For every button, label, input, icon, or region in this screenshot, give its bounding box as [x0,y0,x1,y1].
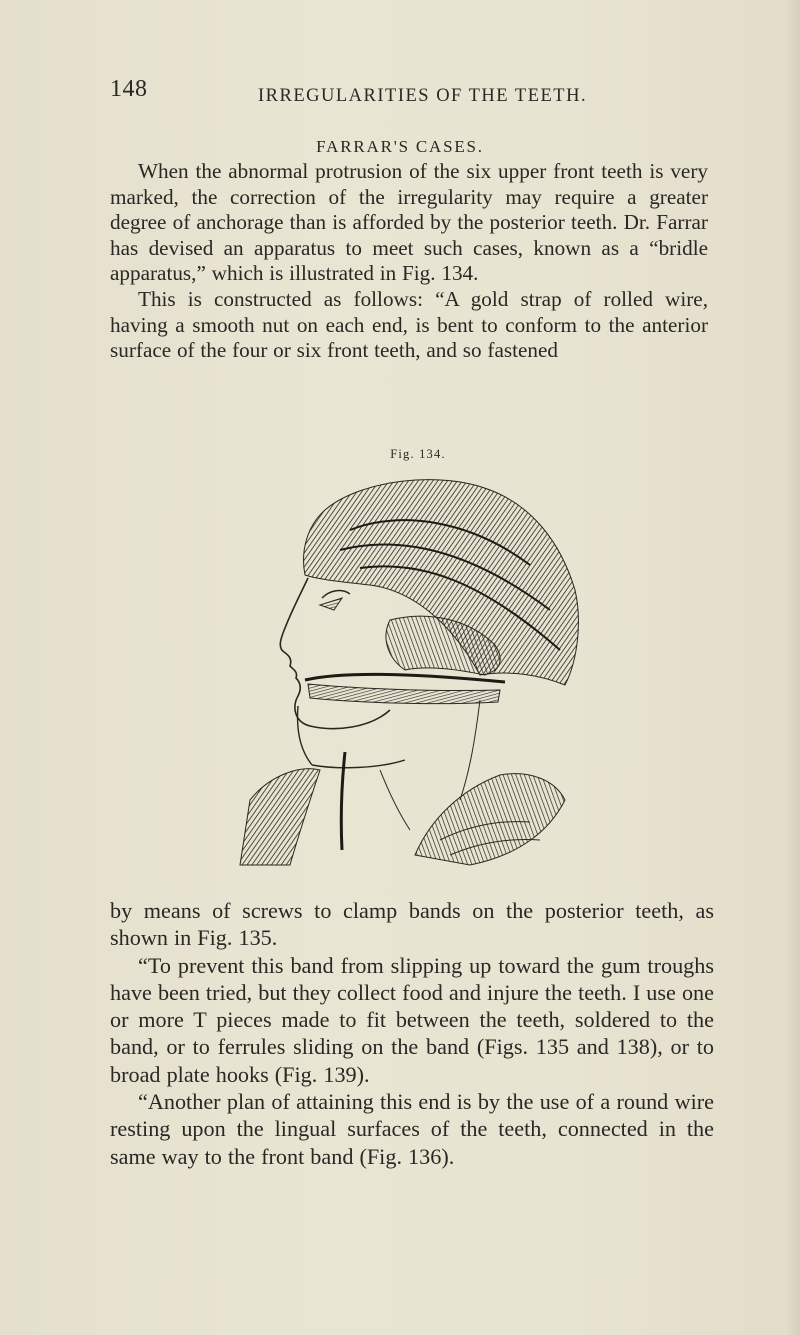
page-number: 148 [110,76,148,102]
shoulder-right [415,774,565,865]
neck-back [460,700,480,800]
eye [320,598,342,610]
running-head: IRREGULARITIES OF THE TEETH. [258,86,588,106]
teeth-row [308,684,500,704]
paragraph-intro: When the abnormal protrusion of the six upper front teeth is very marked, the correction of the irregularity may require a greater degree of anchorage than is afforded by the posterior teeth. Dr. Farrar has devised an apparatus to meet such cases, known as a “bridle apparatus,” which is illustrated in Fig. 134. [110,159,708,286]
lower-text-block [110,897,714,1170]
bridle-band [305,674,505,682]
shoulder-left [240,769,320,865]
jaw-line [298,706,312,765]
figure-caption: Fig. 134. [390,447,446,461]
collar-spike [341,752,345,850]
paragraph-construction: This is constructed as follows: “A gold strap of rolled wire, having a smooth nut on each end, is bent to conform to the anterior surface of the four or six front teeth, and so fastened [110,286,708,363]
neck-front [380,770,410,830]
page-edge-shadow [786,0,800,1335]
chin [312,760,405,768]
paragraph-continuation: by means of screws to clamp bands on the posterior teeth, as shown in Fig. 135. [110,898,714,951]
upper-text-block [110,159,708,364]
section-title: FARRAR'S CASES. [316,137,484,156]
paragraph-prevention: “To prevent this band from slipping up toward the gum troughs have been tried, but they collect food and injure the teeth. I use one or more T pieces made to fit between the teeth, soldered to the band, or to ferrules sliding on the band (Figs. 135 and 138), or to broad plate hooks (Fig. 139). [110,952,714,1087]
paragraph-alternative: “Another plan of attaining this end is by the use of a round wire resting upon the lingual surfaces of the teeth, connected in the same way to the front band (Fig. 136). [110,1089,714,1169]
bridle-apparatus-illustration [230,470,586,875]
